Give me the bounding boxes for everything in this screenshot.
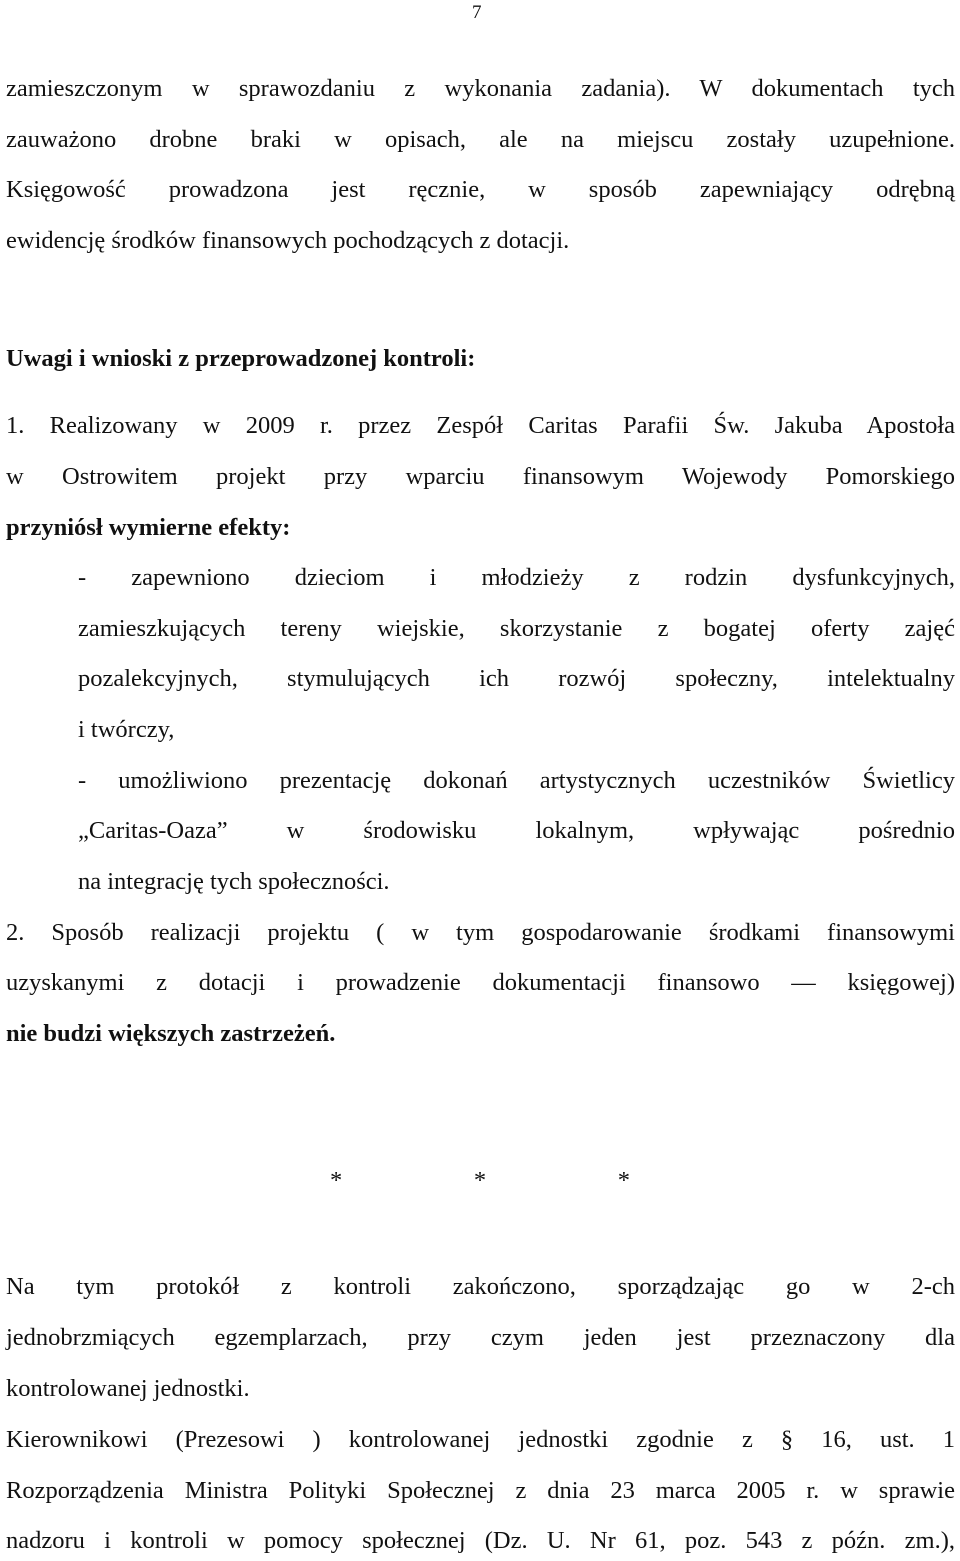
section-separator	[330, 1164, 630, 1198]
bullet-a-line-4: i twórczy,	[78, 716, 175, 743]
closing-line-2: jednobrzmiących egzemplarzach, przy czym jeden jest przeznaczony dla	[6, 1324, 955, 1351]
point-2-line-1: 2. Sposób realizacji projektu ( w tym gospodarowanie środkami finansowymi	[6, 919, 955, 946]
point-1-line-1: 1. Realizowany w 2009 r. przez Zespół Caritas Parafii Św. Jakuba Apostoła	[6, 412, 955, 439]
paragraph-1-line-4: ewidencję środków finansowych pochodzących z dotacji.	[6, 227, 570, 254]
bullet-b-line-3: na integrację tych społeczności.	[78, 868, 390, 895]
separator-star: *	[330, 1167, 343, 1194]
page-number: 7	[472, 2, 482, 23]
bullet-b-line-2: „Caritas-Oaza” w środowisku lokalnym, wpływając pośrednio	[78, 817, 955, 844]
paragraph-1-line-2: zauważono drobne braki w opisach, ale na miejscu zostały uzupełnione.	[6, 126, 955, 153]
closing-line-3: kontrolowanej jednostki.	[6, 1375, 250, 1402]
closing-line-4: Kierownikowi (Prezesowi ) kontrolowanej jednostki zgodnie z § 16, ust. 1	[6, 1426, 955, 1453]
separator-star: *	[617, 1167, 630, 1194]
bullet-b-line-1: - umożliwiono prezentację dokonań artystycznych uczestników Świetlicy	[78, 767, 955, 794]
paragraph-1-line-3: Księgowość prowadzona jest ręcznie, w sposób zapewniający odrębną	[6, 176, 955, 203]
section-heading: Uwagi i wnioski z przeprowadzonej kontroli:	[6, 345, 476, 372]
point-2-bold-line: nie budzi większych zastrzeżeń.	[6, 1020, 336, 1047]
point-2-line-2: uzyskanymi z dotacji i prowadzenie dokumentacji finansowo — księgowej)	[6, 969, 955, 996]
closing-line-5: Rozporządzenia Ministra Polityki Społecznej z dnia 23 marca 2005 r. w sprawie	[6, 1477, 955, 1504]
closing-line-1: Na tym protokół z kontroli zakończono, sporządzając go w 2-ch	[6, 1273, 955, 1300]
bullet-a-line-1: - zapewniono dzieciom i młodzieży z rodzin dysfunkcyjnych,	[78, 564, 955, 591]
point-1-line-2: w Ostrowitem projekt przy wparciu finansowym Wojewody Pomorskiego	[6, 463, 955, 490]
paragraph-1-line-1: zamieszczonym w sprawozdaniu z wykonania zadania). W dokumentach tych	[6, 75, 955, 102]
point-1-bold-line: przyniósł wymierne efekty:	[6, 514, 291, 541]
closing-line-6: nadzoru i kontroli w pomocy społecznej (Dz. U. Nr 61, poz. 543 z późn. zm.),	[6, 1527, 955, 1554]
separator-star: *	[473, 1167, 487, 1194]
bullet-a-line-2: zamieszkujących tereny wiejskie, skorzystanie z bogatej oferty zajęć	[78, 615, 955, 642]
bullet-a-line-3: pozalekcyjnych, stymulujących ich rozwój społeczny, intelektualny	[78, 665, 955, 692]
